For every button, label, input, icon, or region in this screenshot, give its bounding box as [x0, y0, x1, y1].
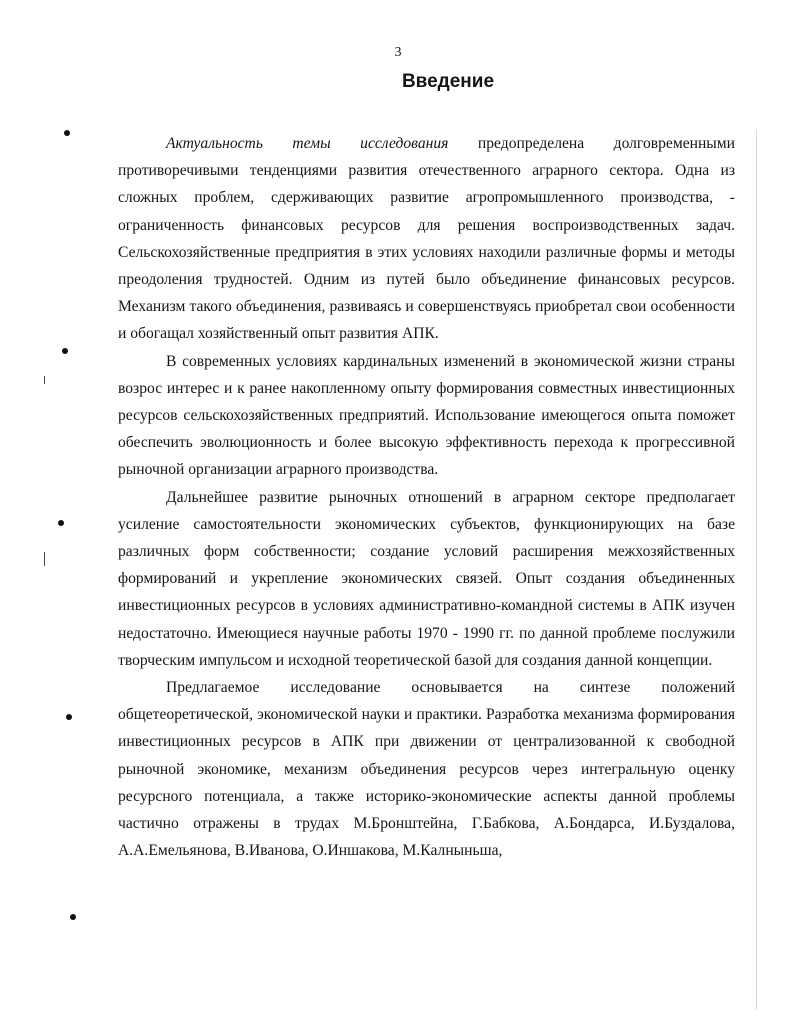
page-number: 3	[394, 45, 402, 60]
scan-speck	[44, 552, 45, 566]
binder-hole	[58, 520, 64, 526]
paragraph-research-basis: Предлагаемое исследование основывается на синтезе положений общетеоретической, экономической науки и практики. Разработка механизма формирования инвестиционных ресурсов в АПК при движении от централизованной к свободной рыночной экономике, механизм объединения ресурсов через интегральную оценку ресурсного потенциала, а также историко-экономические аспекты данной проблемы частично отражены в трудах М.Бронштейна, Г.Бабкова, А.Бондарса, И.Буздалова, А.А.Емельянова, В.Иванова, О.Иншакова, М.Калныньша,	[118, 679, 735, 860]
binder-hole	[70, 914, 76, 920]
body-text	[118, 130, 735, 864]
paragraph-lead-italic: Актуальность темы исследования	[166, 135, 449, 152]
paragraph-text: предопределена долговременными противоречивыми тенденциями развития отечественного аграрного сектора. Одна из сложных проблем, сдерживающих развитие агропромышленного производства, - ограниченность финансовых ресурсов для решения воспроизводственных задач. Сельскохозяйственные предприятия в этих условиях находили различные формы и методы преодоления трудностей. Одним из путей было объединение финансовых ресурсов. Механизм такого объединения, развиваясь и совершенствуясь приобретал свои особенности и обогащал хозяйственный опыт развития АПК.	[118, 135, 735, 343]
edge-line	[756, 130, 757, 1010]
paragraph-market-development: Дальнейшее развитие рыночных отношений в аграрном секторе предполагает усиление самостоятельности экономических субъектов, функционирующих на базе различных форм собственности; создание условий расширения межхозяйственных формирований и укрепление экономических связей. Опыт создания объединенных инвестиционных ресурсов в условиях административно-командной системы в АПК изучен недостаточно. Имеющиеся научные работы 1970 - 1990 гг. по данной проблеме послужили творческим импульсом и исходной теоретической базой для создания данной концепции.	[118, 488, 735, 669]
paragraph-relevance	[118, 130, 735, 348]
paragraph-conditions: В современных условиях кардинальных изменений в экономической жизни страны возрос интерес и к ранее накопленному опыту формирования совместных инвестиционных ресурсов сельскохозяйственных предприятий. Использование имеющегося опыта поможет обеспечить эволюционность и более высокую эффективность перехода к прогрессивной рыночной организации аграрного производства.	[118, 352, 735, 479]
binder-hole	[62, 348, 68, 354]
scan-speck	[44, 376, 45, 384]
binder-hole	[64, 130, 70, 136]
page-title: Введение	[401, 71, 495, 92]
binder-hole	[66, 714, 72, 720]
